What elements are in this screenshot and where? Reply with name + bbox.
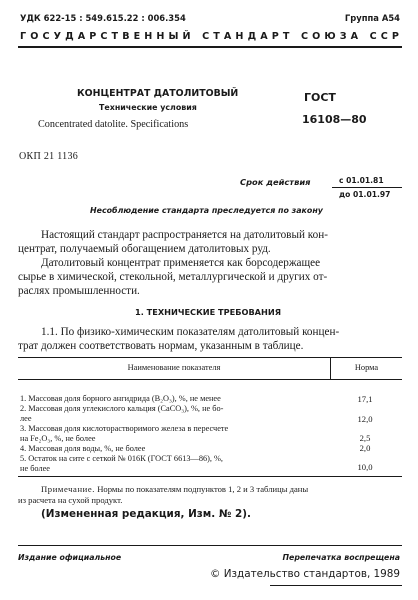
note-line-2: из расчета на сухой продукт.: [18, 495, 123, 505]
table-row: 2. Массовая доля углекислого кальция (CaCO₃), %, не бо-: [20, 404, 224, 413]
section-line-2: трат должен соответствовать нормам, указанным в таблице.: [18, 340, 304, 352]
table-top-rule: [18, 357, 402, 358]
copyright: © Издательство стандартов, 1989: [210, 568, 400, 580]
note-label: Примечание.: [41, 484, 96, 494]
table-row: 3. Массовая доля кислоторастворимого железа в пересчете: [20, 424, 229, 433]
validity-label: Срок действия: [240, 177, 311, 187]
intro-line-1: Настоящий стандарт распространяется на датолитовый кон-: [41, 229, 328, 241]
state-standard-banner: ГОСУДАРСТВЕННЫЙ СТАНДАРТ СОЮЗА ССР: [20, 31, 404, 42]
intro-line-2: центрат, получаемый обогащением датолитовых руд.: [18, 243, 271, 255]
note-line-1: [41, 484, 308, 494]
table-row: лее: [20, 414, 32, 423]
reprint-prohibited: Перепечатка воспрещена: [282, 553, 400, 562]
intro-line-4: сырье в химической, стекольной, металлургической и других от-: [18, 271, 328, 283]
gost-number: 16108—80: [302, 113, 367, 126]
table-row: на Fe₂O₃, %, не более: [20, 434, 96, 443]
table-row: 1. Массовая доля борного ангидрида (B₂O₃), %, не менее: [20, 394, 221, 403]
table-value: 10,0: [357, 462, 373, 472]
table-header-name: Наименование показателя: [127, 363, 221, 372]
amendment-note: (Измененная редакция, Изм. № 2).: [41, 508, 251, 520]
document-title-english: Concentrated datolite. Specifications: [38, 119, 189, 130]
table-value: 12,0: [357, 414, 373, 424]
table-bottom-rule: [18, 476, 402, 477]
validity-to: до 01.01.97: [339, 190, 391, 199]
document-subtitle: Технические условия: [99, 103, 197, 112]
table-row: 4. Массовая доля воды, %, не более: [20, 444, 146, 453]
intro-line-5: раслях промышленности.: [18, 285, 140, 297]
table-value: 2,0: [359, 443, 371, 453]
validity-from: с 01.01.81: [339, 176, 384, 185]
intro-line-3: Датолитовый концентрат применяется как борсодержащее: [41, 257, 321, 269]
table-header-rule: [18, 379, 402, 380]
gost-label: ГОСТ: [304, 91, 336, 104]
table-row: не более: [20, 464, 50, 473]
table-header-norm: Норма: [354, 363, 379, 372]
table-value: 2,5: [359, 433, 371, 443]
note-text: Нормы по показателям подпунктов 1, 2 и 3 таблицы даны: [97, 484, 309, 494]
official-edition: Издание официальное: [18, 553, 122, 562]
table-row: 5. Остаток на сите с сеткой № 016К (ГОСТ 6613—86), %,: [20, 454, 224, 463]
header-rule: [18, 46, 402, 48]
validity-rule: [332, 187, 402, 188]
footer-bottom-rule: [270, 585, 402, 586]
section-line-1: 1.1. По физико-химическим показателям датолитовый концен-: [41, 326, 340, 338]
section-heading: 1. ТЕХНИЧЕСКИЕ ТРЕБОВАНИЯ: [135, 307, 282, 317]
law-notice: Несоблюдение стандарта преследуется по закону: [90, 206, 323, 215]
okp-code: ОКП 21 1136: [19, 151, 79, 162]
document-title: КОНЦЕНТРАТ ДАТОЛИТОВЫЙ: [77, 88, 239, 99]
udk-code: УДК 622-15 : 549.615.22 : 006.354: [20, 13, 186, 23]
table-value: 17,1: [357, 394, 373, 404]
group-code: Группа А54: [344, 13, 400, 23]
footer-rule: [18, 545, 402, 546]
